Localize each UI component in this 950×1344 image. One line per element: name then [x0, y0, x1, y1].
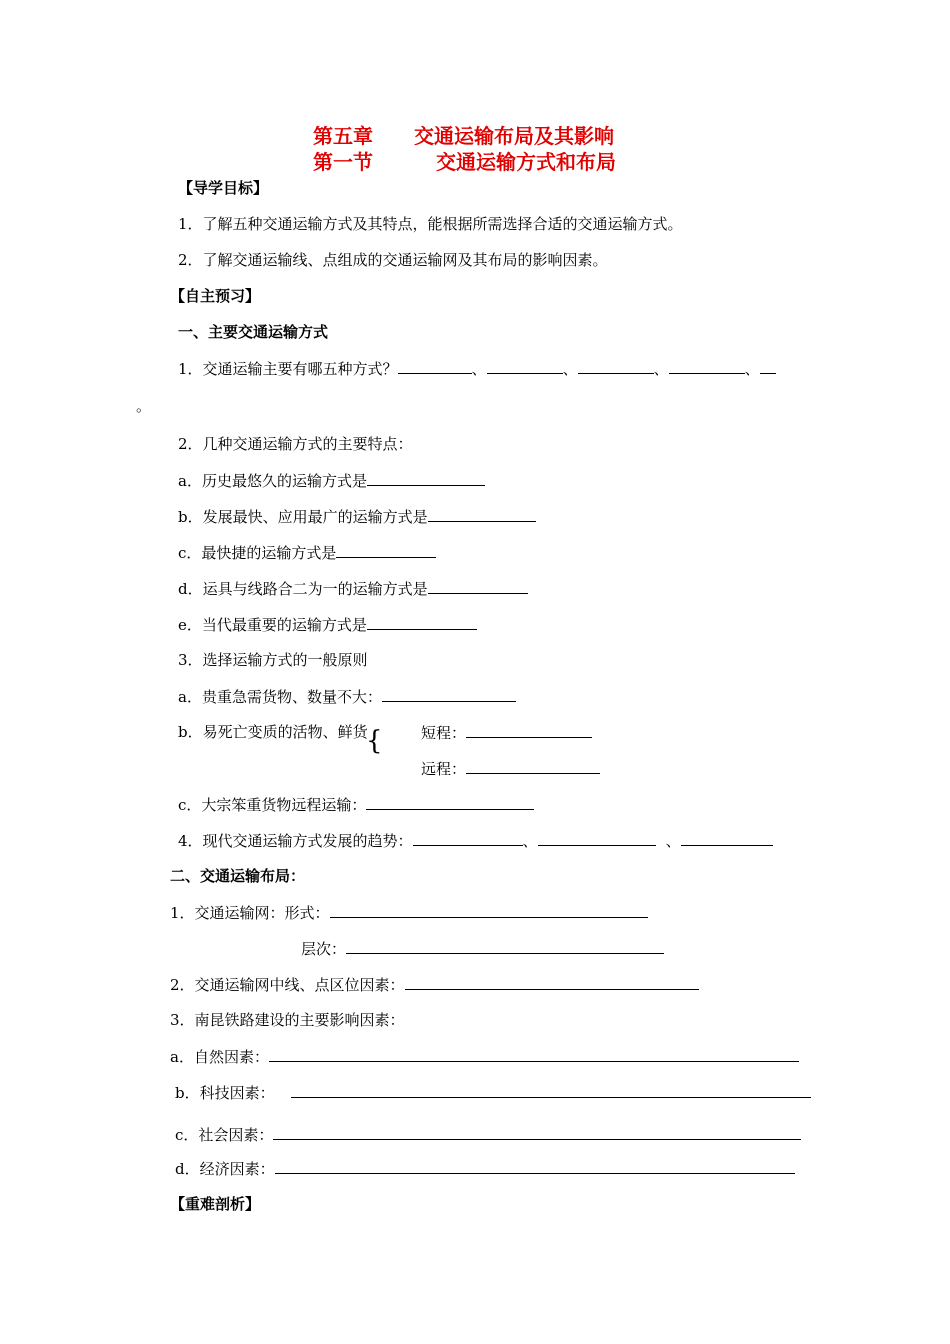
chapter-title	[313, 124, 614, 148]
long-label: 远程：	[421, 760, 467, 778]
q3b-text: b．易死亡变质的活物、鲜货	[178, 723, 368, 741]
brace-symbol: {	[366, 726, 383, 756]
factor-label: a．自然因素：	[170, 1048, 269, 1066]
chapter-name: 交通运输布局及其影响	[413, 124, 614, 148]
answer-blank[interactable]	[367, 470, 485, 486]
q2-item-text: d．运具与线路合二为一的运输方式是	[178, 580, 428, 598]
answer-blank[interactable]	[669, 358, 745, 374]
answer-blank[interactable]	[466, 758, 600, 774]
answer-blank[interactable]	[273, 1124, 801, 1140]
factor-label: d．经济因素：	[175, 1160, 275, 1178]
network-form-row	[170, 902, 648, 923]
answer-blank[interactable]	[366, 794, 534, 810]
q3c-text: c．大宗笨重货物远程运输：	[178, 796, 367, 814]
separator: 、	[665, 832, 681, 850]
q2-item-row	[178, 614, 477, 635]
location-factor-text: 2．交通运输网中线、点区位因素：	[170, 976, 405, 994]
q2-item-row	[178, 542, 436, 563]
separator: 、	[522, 832, 538, 850]
location-factor-row	[170, 974, 699, 995]
q2-item-row	[178, 506, 536, 527]
analysis-heading: 【重难剖析】	[170, 1195, 261, 1213]
factor-row	[175, 1082, 811, 1103]
factor-label: c．社会因素：	[175, 1126, 274, 1144]
q4-text: 4．现代交通运输方式发展的趋势：	[178, 832, 413, 850]
answer-blank[interactable]	[269, 1046, 799, 1062]
separator: 、	[562, 360, 578, 378]
part1-heading: 一、主要交通运输方式	[178, 323, 329, 341]
q2-item-text: a．历史最悠久的运输方式是	[178, 472, 367, 490]
nankun-railway-text: 3．南昆铁路建设的主要影响因素：	[170, 1011, 405, 1029]
q3a-row	[178, 686, 516, 707]
chapter-number: 第五章	[313, 124, 373, 148]
answer-blank[interactable]	[336, 542, 436, 558]
network-level-text: 层次：	[301, 940, 347, 958]
q3b-short-row	[421, 722, 592, 743]
answer-blank[interactable]	[275, 1158, 795, 1174]
q1-end-mark: 。	[136, 397, 152, 415]
network-level-row	[301, 938, 664, 959]
q1-row	[178, 358, 776, 379]
q3-text: 3．选择运输方式的一般原则	[178, 651, 368, 669]
factor-row	[170, 1046, 799, 1067]
q3c-row	[178, 794, 534, 815]
factor-row	[175, 1124, 801, 1145]
answer-blank[interactable]	[405, 974, 699, 990]
q2-text: 2．几种交通运输方式的主要特点：	[178, 435, 413, 453]
q2-item-text: c．最快捷的运输方式是	[178, 544, 337, 562]
answer-blank[interactable]	[428, 506, 536, 522]
preview-heading: 【自主预习】	[170, 287, 261, 305]
q4-row	[178, 830, 773, 851]
short-label: 短程：	[421, 724, 467, 742]
answer-blank[interactable]	[346, 938, 664, 954]
goals-heading: 【导学目标】	[178, 179, 269, 197]
factor-label: b．科技因素：	[175, 1084, 275, 1102]
section-name: 交通运输方式和布局	[435, 150, 616, 174]
section-title	[313, 150, 616, 174]
goal-item: 1．了解五种交通运输方式及其特点，能根据所需选择合适的交通运输方式。	[178, 215, 683, 233]
answer-blank[interactable]	[382, 686, 516, 702]
answer-blank[interactable]	[330, 902, 648, 918]
q2-item-row	[178, 578, 528, 599]
q1-text: 1．交通运输主要有哪五种方式？	[178, 360, 398, 378]
answer-blank[interactable]	[398, 358, 472, 374]
factor-row	[175, 1158, 795, 1179]
answer-blank[interactable]	[413, 830, 523, 846]
q2-item-row	[178, 470, 485, 491]
answer-blank[interactable]	[428, 578, 528, 594]
answer-blank[interactable]	[578, 358, 654, 374]
answer-blank[interactable]	[466, 722, 592, 738]
separator: 、	[653, 360, 669, 378]
part2-heading: 二、交通运输布局：	[170, 867, 306, 885]
q3a-text: a．贵重急需货物、数量不大：	[178, 688, 382, 706]
answer-blank[interactable]	[538, 830, 656, 846]
q2-item-text: e．当代最重要的运输方式是	[178, 616, 367, 634]
q2-item-text: b．发展最快、应用最广的运输方式是	[178, 508, 428, 526]
section-number: 第一节	[313, 150, 373, 174]
separator: 、	[744, 360, 760, 378]
answer-blank[interactable]	[487, 358, 563, 374]
answer-blank[interactable]	[367, 614, 477, 630]
separator: 、	[471, 360, 487, 378]
answer-blank[interactable]	[760, 358, 776, 374]
q3b-long-row	[421, 758, 600, 779]
network-form-text: 1．交通运输网：形式：	[170, 904, 330, 922]
answer-blank[interactable]	[291, 1082, 811, 1098]
answer-blank[interactable]	[681, 830, 773, 846]
goal-item: 2．了解交通运输线、点组成的交通运输网及其布局的影响因素。	[178, 251, 608, 269]
